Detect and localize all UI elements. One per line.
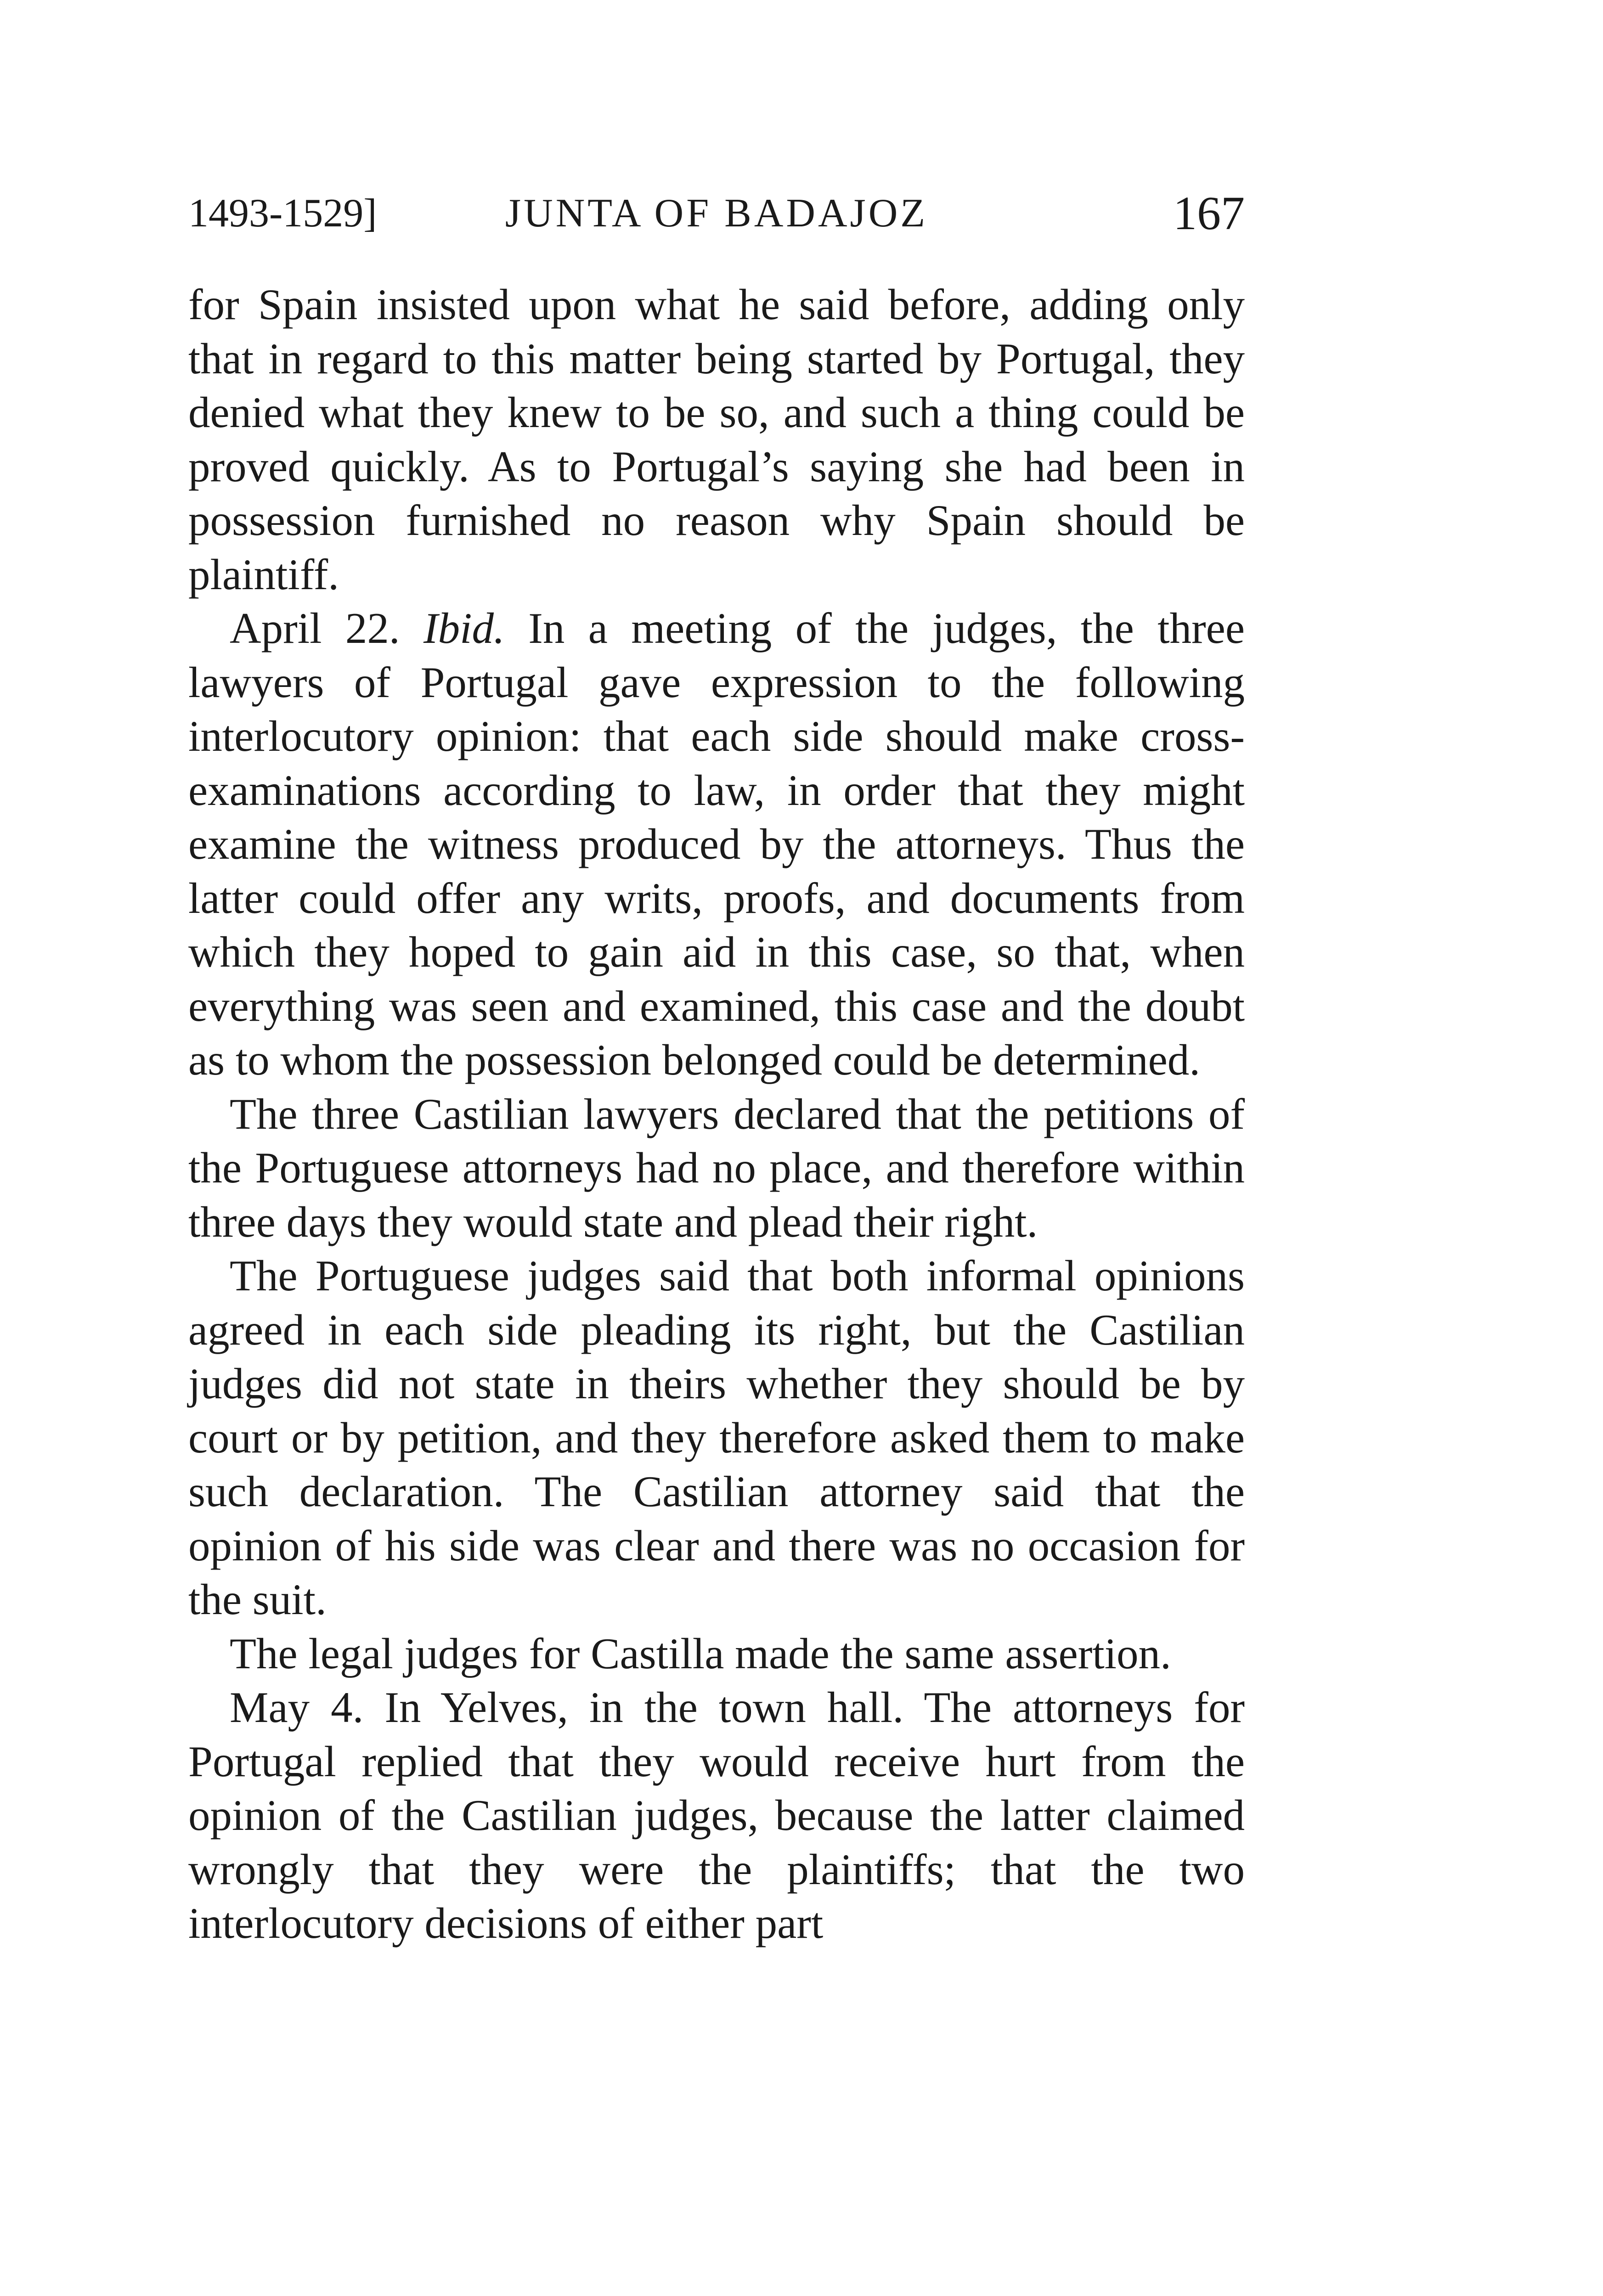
date-april-22: April 22. <box>230 604 400 653</box>
paragraph-2-text: In a meeting of the judges, the three lawyers of Portugal gave expression to the following interlocutory opinion: that each side should make cross-examinations according to law, in order that they might examine the witness produced by the attorneys. Thus the latter could offer any writs, proofs, and documents from which they hoped to gain aid in this case, so that, when everything was seen and examined, this case and the doubt as to whom the possession belonged could be determined. <box>188 604 1245 1084</box>
running-head-years: 1493-1529] <box>188 191 377 236</box>
paragraph-3: The three Castilian lawyers declared that the petitions of the Portuguese attorneys had no place, and therefore within three days they would state and plead their right. <box>188 1089 1245 1246</box>
page-number: 167 <box>1173 187 1245 240</box>
running-head <box>188 181 1245 246</box>
paragraph-6: May 4. In Yelves, in the town hall. The attorneys for Portugal replied that they would receive hurt from the opinion of the Castilian judges, because the latter claimed wrongly that they were the plaintiffs; that the two interlocutory decisions of either part <box>188 1683 1245 1947</box>
body-text <box>188 278 1245 1951</box>
paragraph-1: for Spain insisted upon what he said before, adding only that in regard to this matter being started by Portugal, they denied what they knew to be so, and such a thing could be proved quickly. As to Portugal’s saying she had been in possession furnished no reason why Spain should be plaintiff. <box>188 280 1245 599</box>
paragraph-5: The legal judges for Castilla made the same assertion. <box>230 1629 1171 1678</box>
paragraph-2 <box>188 602 1245 1087</box>
running-head-title: JUNTA OF BADAJOZ <box>505 191 928 236</box>
ibid-reference: Ibid. <box>423 604 505 653</box>
paragraph-4: The Portuguese judges said that both informal opinions agreed in each side pleading its right, but the Castilian judges did not state in theirs whether they should be by court or by petition, and they therefore asked them to make such declaration. The Castilian attorney said that the opinion of his side was clear and there was no occasion for the suit. <box>188 1251 1245 1624</box>
